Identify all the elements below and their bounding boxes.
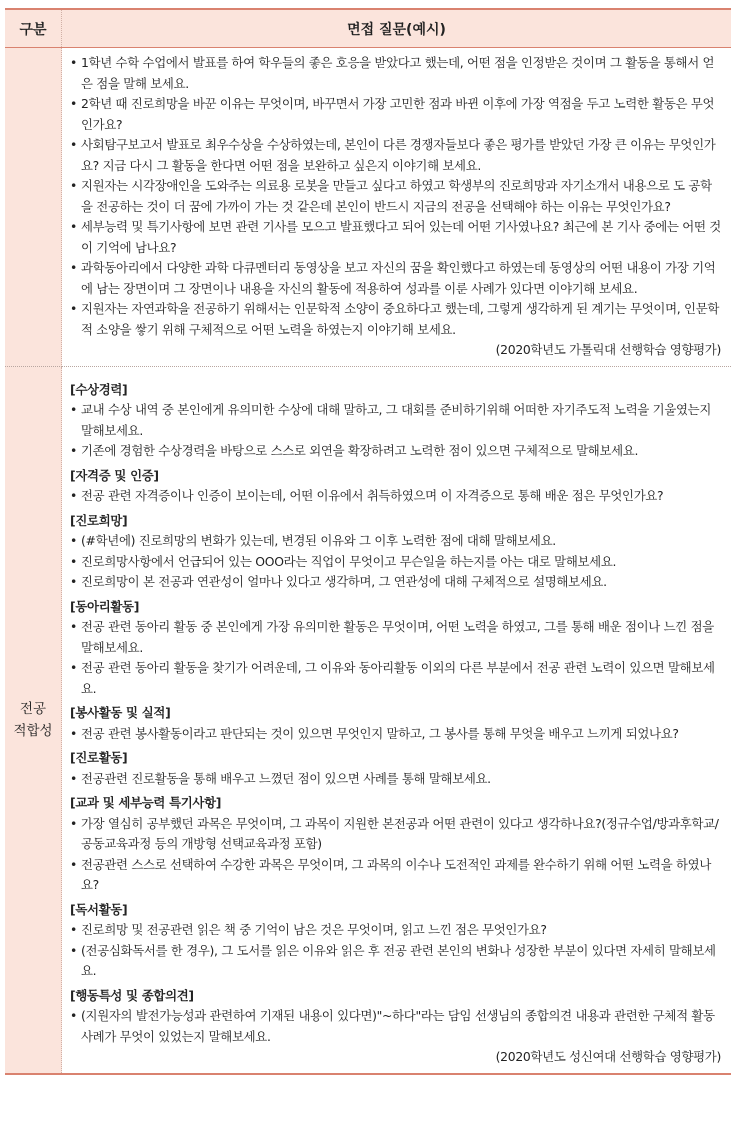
interview-question-table — [5, 8, 731, 1075]
section-heading: [수상경력] — [70, 381, 128, 397]
question-item — [70, 1006, 723, 1047]
question-cell-1 — [62, 48, 732, 367]
question-item — [70, 135, 723, 176]
bullet-icon: • — [70, 770, 78, 786]
source-note: (2020학년도 성신여대 선행학습 영향평가) — [495, 1049, 721, 1064]
question-item — [70, 441, 723, 462]
section-heading: [진로활동] — [70, 750, 128, 765]
question-text: 1학년 수학 수업에서 발표를 하여 학우들의 좋은 호응을 받았다고 했는데, 어떤 점을 인정받은 것이며 그 활동을 통해서 얻은 점을 말해 보세요. — [81, 55, 715, 91]
bullet-icon: • — [70, 137, 78, 152]
bullet-icon: • — [70, 725, 78, 741]
bullet-icon: • — [70, 178, 78, 193]
bullet-icon: • — [70, 922, 78, 937]
question-text: 세부능력 및 특기사항에 보면 관련 기사를 모으고 발표했다고 되어 있는데 어떤 기사였나요? 최근에 본 기사 중에는 어떤 것이 기억에 남나요? — [81, 219, 721, 255]
question-text: 전공관련 스스로 선택하여 수강한 과목은 무엇이며, 그 과목의 이수나 도전적인 과제를 완수하기 위해 어떤 노력을 하였나요? — [81, 856, 712, 892]
table-header-row — [5, 9, 731, 48]
question-text: 전공 관련 봉사활동이라고 판단되는 것이 있으면 무엇인지 말하고, 그 봉사를 통해 무엇을 배우고 느끼게 되었나요? — [81, 725, 679, 741]
section-heading: [진로희망] — [70, 512, 128, 528]
bullet-icon: • — [70, 488, 78, 503]
bullet-icon: • — [70, 402, 78, 417]
question-text: (지원자의 발전가능성과 관련하여 기재된 내용이 있다면)"~하다"라는 담임 선생님의 종합의견 내용과 관련한 구체적 활동 사례가 무엇이 있었는지 말해보세요. — [81, 1008, 715, 1044]
bullet-icon: • — [70, 219, 78, 234]
bullet-icon: • — [70, 301, 78, 316]
category-cell-2 — [5, 366, 62, 1074]
question-item — [70, 552, 723, 573]
section-heading: [독서활동] — [70, 901, 128, 917]
question-text: 전공 관련 자격증이나 인증이 보이는데, 어떤 이유에서 취득하였으며 이 자격증으로 통해 배운 점은 무엇인가요? — [81, 488, 664, 503]
question-text: 전공관련 진로활동을 통해 배우고 느꼈던 점이 있으면 사례를 통해 말해보세요. — [81, 770, 491, 786]
question-text: 지원자는 자연과학을 전공하기 위해서는 인문학적 소양이 중요하다고 했는데, 그렇게 생각하게 된 계기는 무엇이며, 인문학적 소양을 쌓기 위해 구체적으로 어떤 노력을 하였는지 이야기해 보세요. — [81, 301, 720, 337]
bullet-icon: • — [70, 96, 78, 111]
table-row — [5, 48, 731, 367]
question-item — [70, 658, 723, 699]
question-cell-2 — [62, 366, 732, 1074]
question-item — [70, 53, 723, 94]
question-text: (#학년에) 진로희망의 변화가 있는데, 변경된 이유와 그 이후 노력한 점에 대해 말해보세요. — [81, 533, 556, 548]
question-item — [70, 299, 723, 340]
question-item — [70, 572, 723, 593]
bullet-icon: • — [70, 260, 78, 275]
question-item — [70, 176, 723, 217]
question-item — [70, 94, 723, 135]
category-label: 전공 — [19, 700, 47, 717]
question-item — [70, 258, 723, 299]
question-text: 사회탐구보고서 발표로 최우수상을 수상하였는데, 본인이 다른 경쟁자들보다 좋은 평가를 받았던 가장 큰 이유는 무엇인가요? 지금 다시 그 활동을 한다면 어떤 점을 보완하고 싶은지 이야기해 보세요. — [81, 137, 716, 173]
question-list — [70, 53, 723, 340]
source-note: (2020학년도 가톨릭대 선행학습 영향평가) — [495, 342, 721, 357]
question-item — [70, 617, 723, 658]
bullet-icon: • — [70, 574, 78, 589]
question-text: 과학동아리에서 다양한 과학 다큐멘터리 동영상을 보고 자신의 꿈을 확인했다고 하였는데 동영상의 어떤 내용이 가장 기억에 남는 장면이며 그 장면이나 내용을 자신의 활동에 적용하여 성과를 이룬 사례가 있다면 이야기해 보세요. — [81, 260, 716, 296]
bullet-icon: • — [70, 443, 78, 458]
question-text: 교내 수상 내역 중 본인에게 유의미한 수상에 대해 말하고, 그 대회를 준비하기위해 어떠한 자기주도적 노력을 기울였는지 말해보세요. — [81, 402, 712, 438]
question-text: 전공 관련 동아리 활동 중 본인에게 가장 유의미한 활동은 무엇이며, 어떤 노력을 하였고, 그를 통해 배운 점이나 느낀 점을 말해보세요. — [81, 619, 714, 655]
section-heading: [자격증 및 인증] — [70, 467, 159, 483]
question-item — [70, 724, 723, 745]
question-text: 진로희망사항에서 언급되어 있는 OOO라는 직업이 무엇이고 무슨일을 하는지를 아는 대로 말해보세요. — [81, 553, 617, 569]
section-heading: [봉사활동 및 실적] — [70, 705, 171, 720]
question-text: 진로희망 및 전공관련 읽은 책 중 기억이 남은 것은 무엇이며, 읽고 느낀 점은 무엇인가요? — [81, 922, 547, 937]
section-list — [70, 380, 723, 1048]
question-text: 2학년 때 진로희망을 바꾼 이유는 무엇이며, 바꾸면서 가장 고민한 점과 바뀐 이후에 가장 역점을 두고 노력한 활동은 무엇인가요? — [81, 96, 715, 132]
question-text: 가장 열심히 공부했던 과목은 무엇이며, 그 과목이 지원한 본전공과 어떤 관련이 있다고 생각하나요?(정규수업/방과후학교/공동교육과정 등의 개방형 선택교육과정 포함) — [81, 815, 719, 851]
question-text: 지원자는 시각장애인을 도와주는 의료용 로봇을 만들고 싶다고 하였고 학생부의 진로희망과 자기소개서 내용으로 도 공학을 전공하는 것이 더 꿈에 가까이 가는 것 같은데 본인이 반드시 지금의 전공을 선택해야 하는 이유는 무엇인가요? — [81, 178, 712, 214]
bullet-icon: • — [70, 856, 78, 872]
bullet-icon: • — [70, 1008, 78, 1023]
question-text: 전공 관련 동아리 활동을 찾기가 어려운데, 그 이유와 동아리활동 이외의 다른 부분에서 전공 관련 노력이 있으면 말해보세요. — [81, 660, 715, 696]
category-label: 적합성 — [13, 722, 53, 739]
category-cell-1 — [5, 48, 62, 367]
bullet-icon: • — [70, 533, 78, 548]
question-text: 진로희망이 본 전공과 연관성이 얼마나 있다고 생각하며, 그 연관성에 대해 구체적으로 설명해보세요. — [81, 574, 607, 589]
question-item — [70, 814, 723, 855]
bullet-icon: • — [70, 942, 78, 958]
question-item — [70, 486, 723, 507]
question-text: (전공심화독서를 한 경우), 그 도서를 읽은 이유와 읽은 후 전공 관련 본인의 변화나 성장한 부분이 있다면 자세히 말해보세요. — [81, 942, 716, 978]
bullet-icon: • — [70, 55, 78, 70]
bullet-icon: • — [70, 553, 78, 569]
question-item — [70, 400, 723, 441]
section-heading: [교과 및 세부능력 특기사항] — [70, 795, 222, 810]
question-item — [70, 769, 723, 790]
question-item — [70, 855, 723, 896]
section-heading: [행동특성 및 종합의견] — [70, 987, 194, 1003]
header-questions: 면접 질문(예시) — [62, 9, 732, 48]
bullet-icon: • — [70, 619, 78, 634]
bullet-icon: • — [70, 815, 78, 831]
question-item — [70, 531, 723, 552]
table-row — [5, 366, 731, 1074]
header-category: 구분 — [5, 9, 62, 48]
bullet-icon: • — [70, 660, 78, 675]
question-item — [70, 941, 723, 982]
question-text: 기존에 경험한 수상경력을 바탕으로 스스로 외연을 확장하려고 노력한 점이 있으면 구체적으로 말해보세요. — [81, 443, 639, 458]
question-item — [70, 217, 723, 258]
section-heading: [동아리활동] — [70, 598, 140, 614]
question-item — [70, 920, 723, 941]
